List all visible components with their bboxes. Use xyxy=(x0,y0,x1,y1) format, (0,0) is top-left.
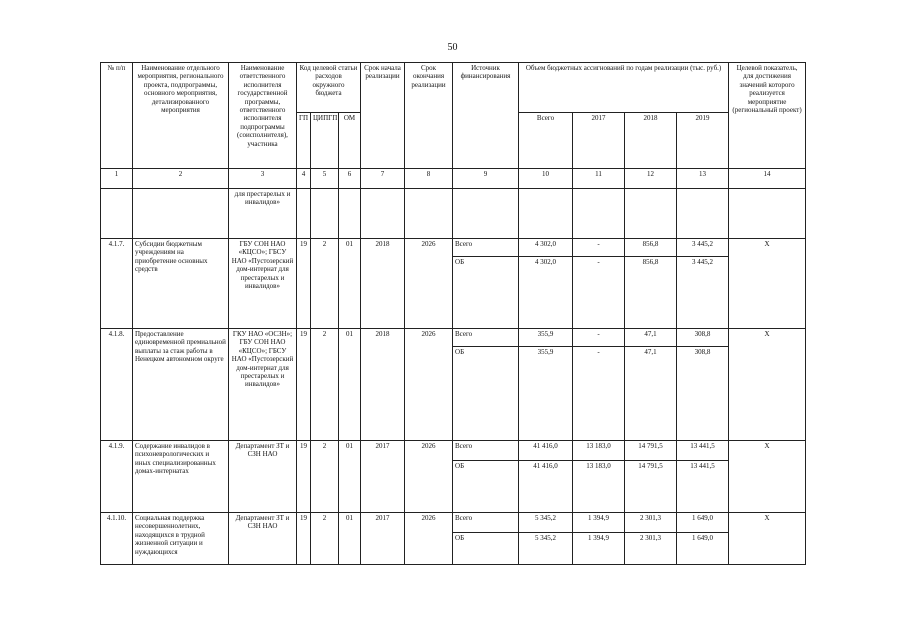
header-total: Всего xyxy=(519,113,573,169)
col-num: 8 xyxy=(405,169,453,189)
row-start: 2017 xyxy=(361,513,405,565)
row-source: ОБ xyxy=(453,257,519,329)
row-2017: - xyxy=(573,257,625,329)
header-target: Целевой показатель, для достижения значений которого реализуется мероприятие (региональный проект) xyxy=(729,63,806,169)
row-cipgp: 2 xyxy=(311,441,339,513)
col-num: 6 xyxy=(339,169,361,189)
row-num: 4.1.10. xyxy=(101,513,133,565)
row-executor: Департамент ЗТ и СЗН НАО xyxy=(229,513,297,565)
row-2018: 14 791,5 xyxy=(625,441,677,461)
row-num: 4.1.7. xyxy=(101,239,133,329)
header-name: Наименование отдельного мероприятия, регионального проекта, подпрограммы, основного мероприятия, детализированного мероприятия xyxy=(133,63,229,169)
row-2017: - xyxy=(573,239,625,257)
table-row xyxy=(101,513,806,533)
header-volume: Объем бюджетных ассигнований по годам реализации (тыс. руб.) xyxy=(519,63,729,113)
row-target: X xyxy=(729,239,806,329)
row-target: X xyxy=(729,329,806,441)
header-gp: ГП xyxy=(297,113,311,169)
row-source: ОБ xyxy=(453,533,519,565)
continuation-row xyxy=(101,189,806,239)
row-total: 355,9 xyxy=(519,347,573,441)
row-name: Субсидии бюджетным учреждениям на приобретение основных средств xyxy=(133,239,229,329)
row-start: 2017 xyxy=(361,441,405,513)
row-2018: 14 791,5 xyxy=(625,461,677,513)
row-start: 2018 xyxy=(361,329,405,441)
row-2019: 1 649,0 xyxy=(677,513,729,533)
row-gp: 19 xyxy=(297,513,311,565)
row-total: 5 345,2 xyxy=(519,513,573,533)
row-end: 2026 xyxy=(405,513,453,565)
col-num: 11 xyxy=(573,169,625,189)
row-2017: 13 183,0 xyxy=(573,461,625,513)
col-num: 13 xyxy=(677,169,729,189)
row-start: 2018 xyxy=(361,239,405,329)
table-row xyxy=(101,239,806,257)
row-2018: 856,8 xyxy=(625,257,677,329)
row-2017: 1 394,9 xyxy=(573,513,625,533)
row-2017: 13 183,0 xyxy=(573,441,625,461)
row-target: X xyxy=(729,441,806,513)
row-end: 2026 xyxy=(405,329,453,441)
col-num: 4 xyxy=(297,169,311,189)
header-start: Срок начала реализации xyxy=(361,63,405,169)
table-row xyxy=(101,441,806,461)
row-om: 01 xyxy=(339,441,361,513)
row-cipgp: 2 xyxy=(311,513,339,565)
row-name: Содержание инвалидов в психоневрологических и иных специализированных домах-интернатах xyxy=(133,441,229,513)
row-gp: 19 xyxy=(297,441,311,513)
row-2019: 3 445,2 xyxy=(677,239,729,257)
row-2019: 13 441,5 xyxy=(677,461,729,513)
row-2019: 13 441,5 xyxy=(677,441,729,461)
row-om: 01 xyxy=(339,239,361,329)
col-num: 7 xyxy=(361,169,405,189)
row-executor: ГБУ СОН НАО «КЦСО»; ГБСУ НАО «Пустозерский дом-интернат для престарелых и инвалидов» xyxy=(229,239,297,329)
row-2018: 47,1 xyxy=(625,347,677,441)
continuation-text: для престарелых и инвалидов» xyxy=(229,189,297,239)
col-num: 2 xyxy=(133,169,229,189)
col-num: 14 xyxy=(729,169,806,189)
row-executor: ГКУ НАО «ОСЗН»; ГБУ СОН НАО «КЦСО»; ГБСУ НАО «Пустозерский дом-интернат для престарелых и инвалидов» xyxy=(229,329,297,441)
row-om: 01 xyxy=(339,329,361,441)
col-num: 9 xyxy=(453,169,519,189)
page-number: 50 xyxy=(447,42,458,53)
row-cipgp: 2 xyxy=(311,239,339,329)
row-2019: 308,8 xyxy=(677,329,729,347)
row-end: 2026 xyxy=(405,441,453,513)
row-total: 4 302,0 xyxy=(519,257,573,329)
row-total: 41 416,0 xyxy=(519,461,573,513)
row-target: X xyxy=(729,513,806,565)
row-end: 2026 xyxy=(405,239,453,329)
header-om: ОМ xyxy=(339,113,361,169)
col-num: 12 xyxy=(625,169,677,189)
row-2018: 2 301,3 xyxy=(625,513,677,533)
col-num: 3 xyxy=(229,169,297,189)
row-name: Предоставление единовременной премиальной выплаты за стаж работы в Ненецком автономном округе xyxy=(133,329,229,441)
row-total: 355,9 xyxy=(519,329,573,347)
row-total: 5 345,2 xyxy=(519,533,573,565)
row-gp: 19 xyxy=(297,329,311,441)
header-source: Источник финансирования xyxy=(453,63,519,169)
header-2018: 2018 xyxy=(625,113,677,169)
row-source: ОБ xyxy=(453,347,519,441)
row-2018: 2 301,3 xyxy=(625,533,677,565)
row-2019: 308,8 xyxy=(677,347,729,441)
header-budget-code: Код целевой статьи расходов окружного бюджета xyxy=(297,63,361,113)
col-num: 1 xyxy=(101,169,133,189)
row-source: Всего xyxy=(453,441,519,461)
row-cipgp: 2 xyxy=(311,329,339,441)
col-num: 5 xyxy=(311,169,339,189)
row-2017: - xyxy=(573,347,625,441)
row-total: 41 416,0 xyxy=(519,441,573,461)
row-source: Всего xyxy=(453,513,519,533)
row-source: Всего xyxy=(453,239,519,257)
row-source: Всего xyxy=(453,329,519,347)
header-end: Срок окончания реализации xyxy=(405,63,453,169)
col-num: 10 xyxy=(519,169,573,189)
row-total: 4 302,0 xyxy=(519,239,573,257)
budget-table xyxy=(100,62,806,565)
header-executor: Наименование ответственного исполнителя государственной программы, ответственного исполнителя подпрограммы (соисполнителя), участника xyxy=(229,63,297,169)
header-cipgp: ЦИПГП xyxy=(311,113,339,169)
row-2017: - xyxy=(573,329,625,347)
row-num: 4.1.8. xyxy=(101,329,133,441)
row-2019: 1 649,0 xyxy=(677,533,729,565)
row-2018: 47,1 xyxy=(625,329,677,347)
row-name: Социальная поддержка несовершеннолетних, находящихся в трудной жизненной ситуации и нуждающихся xyxy=(133,513,229,565)
row-executor: Департамент ЗТ и СЗН НАО xyxy=(229,441,297,513)
row-gp: 19 xyxy=(297,239,311,329)
header-row-1 xyxy=(101,63,806,113)
row-2019: 3 445,2 xyxy=(677,257,729,329)
row-2017: 1 394,9 xyxy=(573,533,625,565)
row-2018: 856,8 xyxy=(625,239,677,257)
header-2017: 2017 xyxy=(573,113,625,169)
table-row xyxy=(101,329,806,347)
row-source: ОБ xyxy=(453,461,519,513)
row-om: 01 xyxy=(339,513,361,565)
row-num: 4.1.9. xyxy=(101,441,133,513)
column-number-row xyxy=(101,169,806,189)
header-2019: 2019 xyxy=(677,113,729,169)
header-num: № п/п xyxy=(101,63,133,169)
